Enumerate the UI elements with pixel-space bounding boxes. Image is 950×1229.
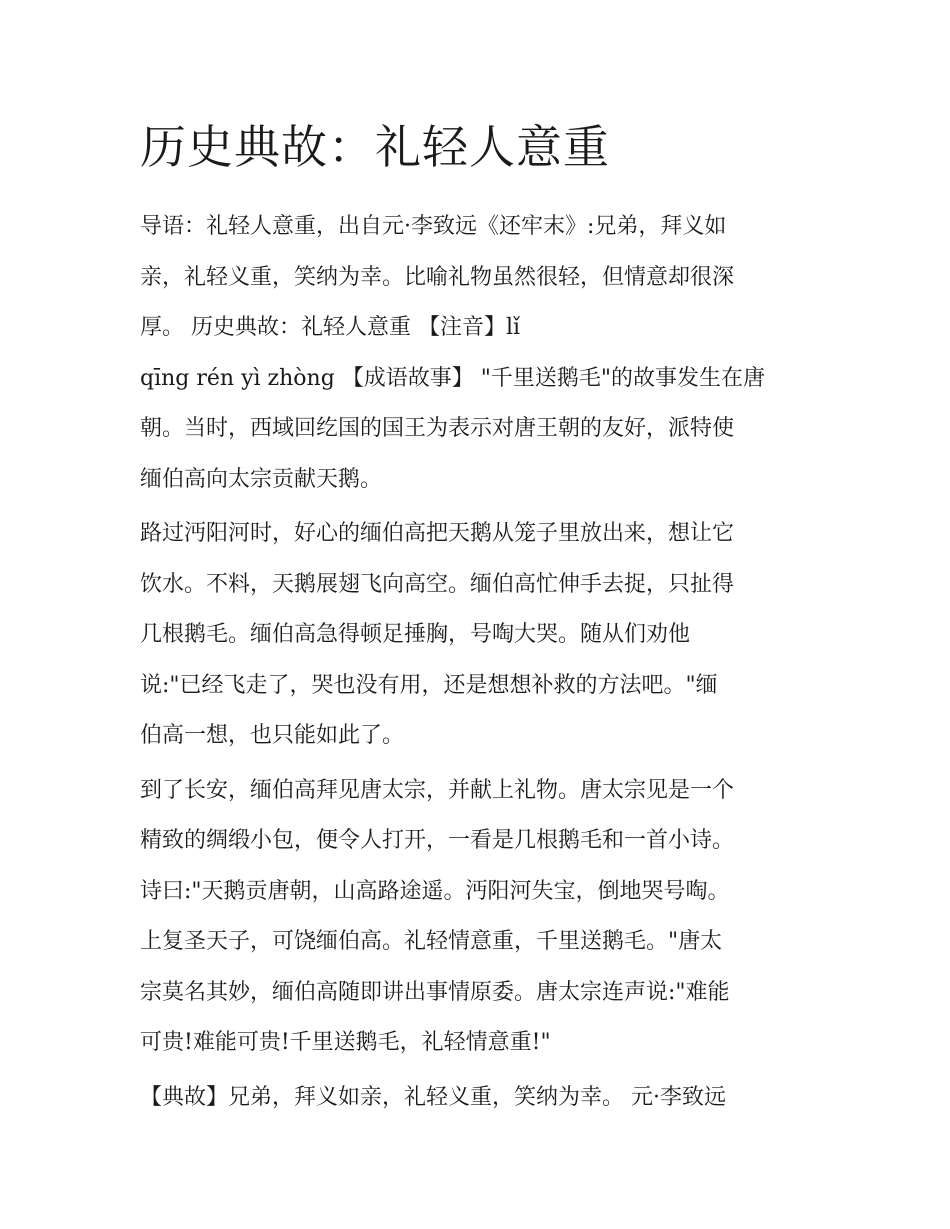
paragraph-changan <box>140 766 815 1069</box>
paragraph-intro <box>140 202 815 505</box>
text-line: 诗曰:"天鹅贡唐朝，山高路途遥。沔阳河失宝，倒地哭号啕。 <box>140 878 730 904</box>
text-line: qīng rén yì zhòng 【成语故事】 "千里送鹅毛"的故事发生在唐 <box>140 365 766 391</box>
text-line: 路过沔阳河时，好心的缅伯高把天鹅从笼子里放出来，想让它 <box>140 521 735 546</box>
paragraph-allusion <box>140 1073 815 1124</box>
text-line: 缅伯高向太宗贡献天鹅。 <box>140 466 383 492</box>
paragraph-river <box>140 509 815 762</box>
text-line: 厚。 历史典故：礼轻人意重 【注音】lǐ <box>140 315 521 340</box>
text-line: 【典故】兄弟，拜义如亲，礼轻义重，笑纳为幸。 元·李致远 <box>140 1084 726 1110</box>
text-line: 宗莫名其妙，缅伯高随即讲出事情原委。唐太宗连声说:"难能 <box>140 979 730 1005</box>
document-title: 历史典故：礼轻人意重 <box>140 120 610 174</box>
text-line: 上复圣天子，可饶缅伯高。礼轻情意重，千里送鹅毛。"唐太 <box>140 929 723 954</box>
document-page <box>140 112 815 1127</box>
text-line: 精致的绸缎小包，便令人打开，一看是几根鹅毛和一首小诗。 <box>140 828 735 853</box>
text-line: 说:"已经飞走了，哭也没有用，还是想想补救的方法吧。"缅 <box>140 672 718 698</box>
text-line: 朝。当时，西域回纥国的国王为表示对唐王朝的友好，派特使 <box>140 416 735 441</box>
text-line: 饮水。不料，天鹅展翅飞向高空。缅伯高忙伸手去捉，只扯得 <box>140 571 735 597</box>
text-line: 导语：礼轻人意重，出自元·李致远《还牢末》:兄弟，拜义如 <box>140 214 727 239</box>
text-line: 几根鹅毛。缅伯高急得顿足捶胸，号啕大哭。随从们劝他 <box>140 622 691 647</box>
text-line: 可贵!难能可贵!千里送鹅毛，礼轻情意重!" <box>140 1030 551 1055</box>
text-line: 伯高一想，也只能如此了。 <box>140 723 405 748</box>
text-line: 到了长安，缅伯高拜见唐太宗，并献上礼物。唐太宗见是一个 <box>140 777 735 803</box>
text-line: 亲，礼轻义重，笑纳为幸。比喻礼物虽然很轻，但情意却很深 <box>140 264 735 290</box>
